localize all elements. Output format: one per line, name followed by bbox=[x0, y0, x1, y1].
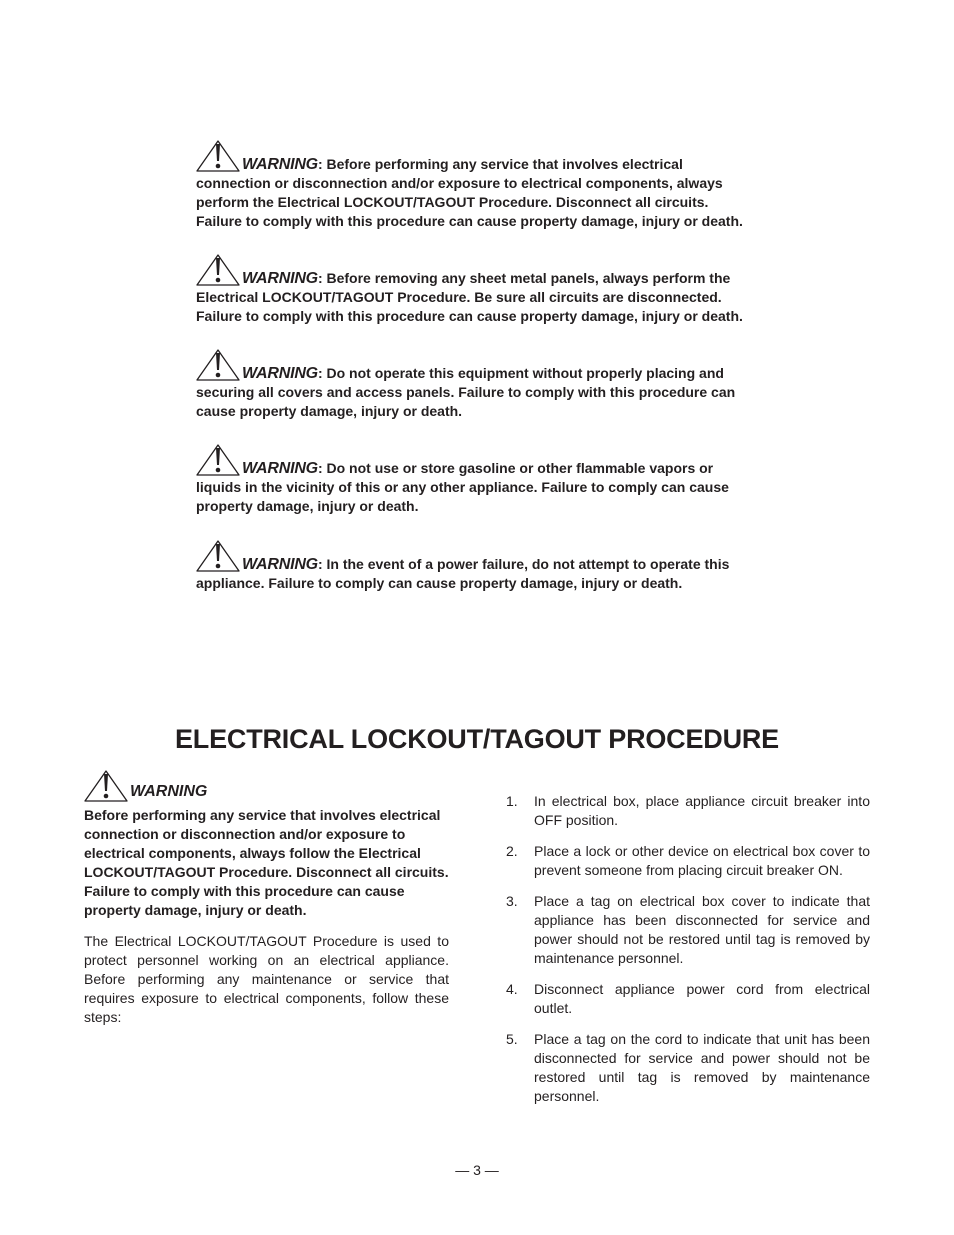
warning-label: WARNING bbox=[242, 156, 318, 173]
list-item bbox=[506, 792, 870, 830]
step-number: 5. bbox=[506, 1031, 518, 1047]
warning-text: : Do not operate this equipment without properly placing and securing all covers and access panels. Failure to comply with this procedure can cause property damage, injury or death. bbox=[196, 365, 736, 419]
warning-label: WARNING bbox=[242, 270, 318, 287]
warning-label: WARNING bbox=[130, 783, 208, 800]
warning-block-5 bbox=[196, 540, 756, 593]
step-text: In electrical box, place appliance circuit breaker into OFF position. bbox=[534, 793, 870, 828]
step-text: Place a lock or other device on electrical box cover to prevent someone from placing circuit breaker ON. bbox=[534, 843, 870, 878]
section-warning-text: Before performing any service that involves electrical connection or disconnection and/or exposure to electrical components, always follow the Electrical LOCKOUT/TAGOUT Procedure. Disconnect all circuits. Failure to comply with this procedure can cause property damage, injury or death. bbox=[84, 807, 449, 918]
list-item bbox=[506, 1030, 870, 1106]
list-item bbox=[506, 980, 870, 1018]
step-text: Place a tag on the cord to indicate that unit has been disconnected for service and power should not be restored until tag is removed by maintenance personnel. bbox=[534, 1031, 870, 1104]
warning-triangle-icon bbox=[196, 349, 240, 381]
section-warning-heading bbox=[84, 770, 449, 802]
step-number: 1. bbox=[506, 793, 518, 809]
list-item bbox=[506, 892, 870, 968]
warning-triangle-icon bbox=[196, 444, 240, 476]
warning-block-3 bbox=[196, 349, 756, 421]
step-number: 4. bbox=[506, 981, 518, 997]
warning-triangle-icon bbox=[196, 540, 240, 572]
warning-text: : Before performing any service that involves electrical connection or disconnection and/or exposure to electrical components, always perform the Electrical LOCKOUT/TAGOUT Procedure. Disconnect all circuits. Failure to comply with this procedure can cause property damage, injury or death. bbox=[196, 156, 743, 229]
step-text: Place a tag on electrical box cover to indicate that appliance has been disconnected for service and power should not be restored until tag is removed by maintenance personnel. bbox=[534, 893, 870, 966]
step-number: 3. bbox=[506, 893, 518, 909]
page-number: — 3 — bbox=[455, 1162, 499, 1178]
warning-block-1 bbox=[196, 140, 756, 231]
procedure-intro: The Electrical LOCKOUT/TAGOUT Procedure is used to protect personnel working on an electrical appliance. Before performing any maintenance or service that requires exposure to electrical components, follow these steps: bbox=[84, 933, 449, 1025]
warning-block-2 bbox=[196, 254, 756, 326]
section-title: ELECTRICAL LOCKOUT/TAGOUT PROCEDURE bbox=[175, 724, 779, 754]
left-column bbox=[84, 770, 449, 1027]
step-text: Disconnect appliance power cord from electrical outlet. bbox=[534, 981, 870, 1016]
warning-text: : Do not use or store gasoline or other flammable vapors or liquids in the vicinity of this or any other appliance. Failure to comply can cause property damage, injury or death. bbox=[196, 460, 729, 514]
warning-block-4 bbox=[196, 444, 756, 516]
warning-label: WARNING bbox=[242, 556, 318, 573]
warning-text: : In the event of a power failure, do not attempt to operate this appliance. Failure to comply can cause property damage, injury or death. bbox=[196, 556, 730, 591]
warning-label: WARNING bbox=[242, 365, 318, 382]
warning-text: : Before removing any sheet metal panels, always perform the Electrical LOCKOUT/TAGOUT Procedure. Be sure all circuits are disconnected. Failure to comply with this procedure can cause property damage, injury or death. bbox=[196, 270, 743, 324]
warning-triangle-icon bbox=[196, 140, 240, 172]
list-item bbox=[506, 842, 870, 880]
warning-triangle-icon bbox=[84, 770, 128, 802]
procedure-steps bbox=[506, 792, 870, 1118]
warning-label: WARNING bbox=[242, 460, 318, 477]
warning-triangle-icon bbox=[196, 254, 240, 286]
step-number: 2. bbox=[506, 843, 518, 859]
